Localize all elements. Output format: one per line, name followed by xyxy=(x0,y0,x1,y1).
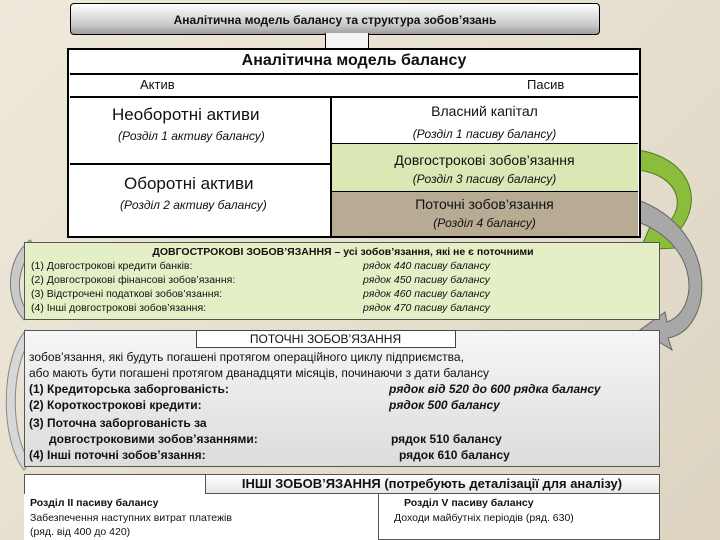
equity-ref: (Розділ 1 пасиву балансу) xyxy=(412,127,557,141)
other-left-header: Розділ ІІ пасиву балансу xyxy=(30,497,159,509)
long-term-title: ДОВГОСТРОКОВІ ЗОБОВ’ЯЗАННЯ – усі зобов’язання, які не є поточними xyxy=(152,246,534,258)
list-item: (1) Кредиторська заборгованість: xyxy=(29,382,229,396)
noncurrent-assets-label: Необоротні активи xyxy=(112,105,260,124)
other-title: ІНШІ ЗОБОВ’ЯЗАННЯ (потребують деталізації для аналізу) xyxy=(241,476,623,491)
list-item: (2) Короткострокові кредити: xyxy=(29,398,202,412)
line-ref: рядок 470 пасиву балансу xyxy=(363,302,490,314)
list-item: (3) Поточна заборгованість за xyxy=(29,416,207,430)
current-title-box xyxy=(196,330,456,348)
current-title: ПОТОЧНІ ЗОБОВ’ЯЗАННЯ xyxy=(249,332,402,346)
other-left-text: (ряд. від 400 до 420) xyxy=(30,526,131,538)
line-ref: рядок від 520 до 600 рядка балансу xyxy=(389,382,601,396)
page-title: Аналітична модель балансу та структура зобов’язань xyxy=(70,3,600,35)
line-ref: рядок 460 пасиву балансу xyxy=(363,288,490,300)
noncurrent-assets-ref: (Розділ 1 активу балансу) xyxy=(118,129,265,143)
line-ref: рядок 610 балансу xyxy=(399,448,510,462)
other-left-column xyxy=(24,494,379,540)
list-item: (3) Відстрочені податкові зобов’язання: xyxy=(31,288,223,300)
divider xyxy=(331,96,638,98)
divider xyxy=(70,73,638,75)
liabilities-header: Пасив xyxy=(527,77,565,92)
long-term-liabilities-ref: (Розділ 3 пасиву балансу) xyxy=(412,172,557,186)
long-term-liabilities-label: Довгострокові зобов’язання xyxy=(394,152,575,168)
current-assets-ref: (Розділ 2 активу балансу) xyxy=(120,198,267,212)
long-term-liabilities-box xyxy=(24,242,660,320)
current-assets-label: Оборотні активи xyxy=(124,174,254,193)
divider xyxy=(70,96,331,98)
other-right-header: Розділ V пасиву балансу xyxy=(404,497,534,509)
line-ref: рядок 450 пасиву балансу xyxy=(363,274,490,286)
current-liabilities-label: Поточні зобов’язання xyxy=(415,196,554,212)
current-liabilities-box xyxy=(24,330,660,467)
list-item: довгостроковими зобов’язаннями: xyxy=(49,432,258,446)
line-ref: рядок 440 пасиву балансу xyxy=(363,260,490,272)
list-item: (2) Довгострокові фінансові зобов’язання: xyxy=(31,274,236,286)
other-right-text: Доходи майбутніх періодів (ряд. 630) xyxy=(394,512,574,524)
assets-header: Актив xyxy=(140,77,175,92)
line-ref: рядок 510 балансу xyxy=(391,432,502,446)
equity-label: Власний капітал xyxy=(431,103,538,119)
balance-model-title: Аналітична модель балансу xyxy=(241,52,467,69)
current-liabilities-ref: (Розділ 4 балансу) xyxy=(433,216,536,230)
list-item: (1) Довгострокові кредити банків: xyxy=(31,260,193,272)
list-item: (4) Інші довгострокові зобов’язання: xyxy=(31,302,207,314)
current-desc: або мають бути погашені протягом дванадцяти місяців, починаючи з дати балансу xyxy=(29,366,489,380)
banner-connector xyxy=(325,33,369,49)
other-title-box xyxy=(205,474,660,494)
divider xyxy=(70,163,331,165)
other-left-text: Забезпечення наступних витрат платежів xyxy=(30,512,232,524)
line-ref: рядок 500 балансу xyxy=(389,398,500,412)
current-desc: зобов’язання, які будуть погашені протягом операційного циклу підприємства, xyxy=(29,350,464,364)
list-item: (4) Інші поточні зобов’язання: xyxy=(29,448,206,462)
